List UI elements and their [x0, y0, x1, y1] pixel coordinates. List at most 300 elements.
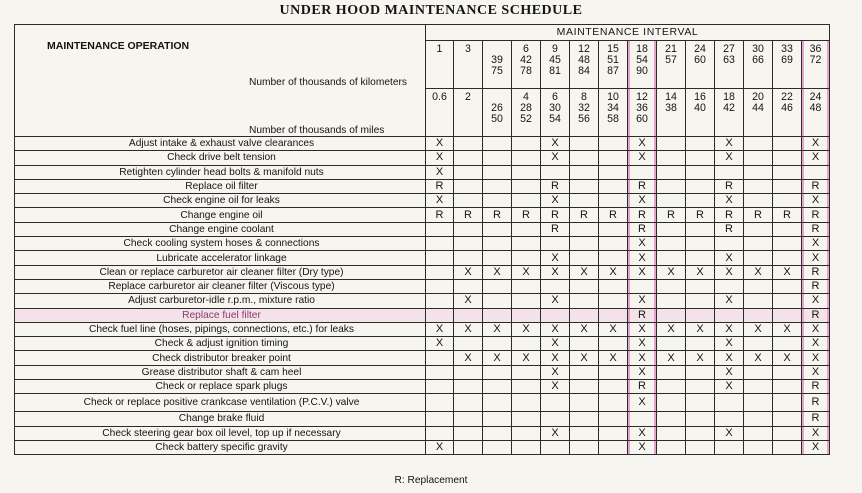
km-value: 12 [578, 43, 590, 55]
mile-value: 14 [665, 91, 677, 103]
interval-mark [599, 426, 628, 440]
interval-mark [686, 251, 715, 265]
interval-mark [599, 194, 628, 208]
interval-mark [744, 194, 773, 208]
operation-header [15, 25, 426, 137]
interval-mark [744, 237, 773, 251]
mile-value: 12 [636, 91, 648, 103]
interval-mark [715, 440, 744, 454]
schedule-row [15, 322, 830, 336]
interval-mark [599, 165, 628, 179]
interval-mark: R [483, 208, 512, 222]
interval-mark: X [715, 265, 744, 279]
schedule-row [15, 426, 830, 440]
interval-mark [454, 365, 483, 379]
interval-mark: X [686, 351, 715, 365]
interval-mark [483, 380, 512, 394]
interval-mark [686, 394, 715, 412]
schedule-row [15, 308, 830, 322]
operation-label: Change engine oil [15, 208, 426, 222]
interval-mark [744, 440, 773, 454]
interval-mark [773, 279, 802, 293]
km-value: 63 [723, 54, 735, 66]
interval-mark [744, 308, 773, 322]
interval-mark [599, 380, 628, 394]
interval-mark [570, 426, 599, 440]
km-interval-cell [426, 41, 454, 89]
operation-label: Check or replace spark plugs [15, 380, 426, 394]
mile-value: 42 [723, 102, 735, 114]
interval-mark [541, 394, 570, 412]
interval-mark: X [628, 137, 657, 151]
interval-mark [686, 365, 715, 379]
interval-mark [512, 194, 541, 208]
interval-mark: R [599, 208, 628, 222]
interval-mark: X [802, 322, 830, 336]
mile-value: 44 [752, 102, 764, 114]
interval-mark [570, 365, 599, 379]
interval-mark: R [541, 208, 570, 222]
interval-mark [512, 151, 541, 165]
interval-mark [686, 337, 715, 351]
interval-mark: X [628, 294, 657, 308]
interval-mark [426, 380, 454, 394]
interval-mark [541, 165, 570, 179]
interval-mark [628, 165, 657, 179]
mile-value: 2 [465, 91, 471, 103]
interval-mark: X [802, 137, 830, 151]
interval-mark: R [657, 208, 686, 222]
interval-mark [426, 279, 454, 293]
interval-mark: X [426, 194, 454, 208]
interval-mark: X [483, 351, 512, 365]
interval-mark [512, 222, 541, 236]
interval-mark [628, 412, 657, 426]
interval-mark [512, 440, 541, 454]
interval-mark [686, 237, 715, 251]
mile-value: 20 [752, 91, 764, 103]
schedule-row [15, 137, 830, 151]
interval-mark [715, 394, 744, 412]
interval-mark: X [628, 237, 657, 251]
interval-mark [773, 151, 802, 165]
mile-value: 58 [607, 113, 619, 125]
km-value: 48 [578, 54, 590, 66]
interval-mark [570, 165, 599, 179]
interval-mark [599, 440, 628, 454]
interval-mark [744, 337, 773, 351]
interval-mark [426, 222, 454, 236]
interval-mark: X [628, 394, 657, 412]
interval-mark: X [599, 322, 628, 336]
schedule-row [15, 440, 830, 454]
interval-mark: X [628, 440, 657, 454]
mile-value: 40 [694, 102, 706, 114]
interval-mark [686, 279, 715, 293]
mile-value: 52 [520, 113, 532, 125]
operation-label: Adjust intake & exhaust valve clearances [15, 137, 426, 151]
interval-mark [686, 194, 715, 208]
interval-mark [570, 380, 599, 394]
interval-mark [454, 394, 483, 412]
km-value: 78 [520, 65, 532, 77]
interval-mark [599, 394, 628, 412]
interval-mark: R [628, 208, 657, 222]
interval-mark: X [454, 265, 483, 279]
interval-mark [773, 251, 802, 265]
schedule-row [15, 222, 830, 236]
interval-mark: X [541, 380, 570, 394]
interval-mark: X [744, 322, 773, 336]
interval-mark [512, 279, 541, 293]
mile-interval-cell [773, 89, 802, 137]
footnote: R: Replacement [394, 475, 468, 486]
interval-mark [483, 237, 512, 251]
interval-mark: R [802, 394, 830, 412]
interval-mark [773, 179, 802, 193]
interval-mark [599, 365, 628, 379]
interval-mark [657, 151, 686, 165]
mile-interval-cell [426, 89, 454, 137]
interval-mark: X [715, 351, 744, 365]
interval-mark: X [715, 294, 744, 308]
km-value: 6 [523, 43, 529, 55]
interval-mark: X [570, 351, 599, 365]
interval-mark [426, 351, 454, 365]
interval-mark [715, 279, 744, 293]
schedule-row [15, 279, 830, 293]
interval-mark [426, 237, 454, 251]
interval-mark [657, 222, 686, 236]
km-interval-cell [512, 41, 541, 89]
interval-mark [483, 165, 512, 179]
interval-mark [454, 337, 483, 351]
interval-mark [686, 222, 715, 236]
interval-mark: R [628, 308, 657, 322]
interval-mark [657, 380, 686, 394]
interval-mark: X [715, 137, 744, 151]
interval-mark: X [802, 426, 830, 440]
interval-mark [715, 237, 744, 251]
interval-mark [628, 279, 657, 293]
interval-mark [570, 440, 599, 454]
interval-mark [454, 426, 483, 440]
interval-mark [599, 251, 628, 265]
km-value: 24 [694, 43, 706, 55]
interval-mark [483, 179, 512, 193]
interval-mark [686, 412, 715, 426]
interval-mark: X [483, 322, 512, 336]
operation-label: Change brake fluid [15, 412, 426, 426]
interval-mark: X [512, 265, 541, 279]
interval-mark [454, 165, 483, 179]
interval-mark [483, 365, 512, 379]
interval-mark [657, 179, 686, 193]
interval-mark [657, 440, 686, 454]
interval-mark [773, 237, 802, 251]
interval-mark: X [628, 251, 657, 265]
interval-mark [483, 279, 512, 293]
mile-value: 38 [665, 102, 677, 114]
interval-mark: R [802, 412, 830, 426]
interval-mark: X [802, 194, 830, 208]
schedule-row [15, 294, 830, 308]
interval-mark [512, 412, 541, 426]
interval-mark [715, 308, 744, 322]
km-value: 39 [491, 54, 503, 66]
interval-mark [483, 251, 512, 265]
interval-mark [512, 365, 541, 379]
operation-label: Check battery specific gravity [15, 440, 426, 454]
interval-mark: X [715, 322, 744, 336]
interval-mark [773, 194, 802, 208]
km-interval-cell [628, 41, 657, 89]
interval-mark [570, 137, 599, 151]
interval-mark: X [773, 351, 802, 365]
interval-mark: X [541, 151, 570, 165]
km-value: 33 [781, 43, 793, 55]
interval-mark: X [599, 351, 628, 365]
interval-mark: R [802, 279, 830, 293]
interval-mark: R [715, 222, 744, 236]
interval-mark [426, 294, 454, 308]
interval-mark [657, 194, 686, 208]
interval-mark [657, 308, 686, 322]
km-value: 66 [752, 54, 764, 66]
interval-mark: X [657, 265, 686, 279]
interval-mark [454, 308, 483, 322]
interval-mark [426, 365, 454, 379]
mile-interval-cell [744, 89, 773, 137]
interval-mark [570, 412, 599, 426]
interval-mark [454, 279, 483, 293]
mile-value: 36 [636, 102, 648, 114]
interval-mark [483, 308, 512, 322]
mile-interval-cell [715, 89, 744, 137]
interval-mark [512, 251, 541, 265]
mile-value: 54 [549, 113, 561, 125]
mile-value: 18 [723, 91, 735, 103]
km-value: 3 [465, 43, 471, 55]
km-value: 42 [520, 54, 532, 66]
operation-label: Clean or replace carburetor air cleaner filter (Dry type) [15, 265, 426, 279]
interval-mark [426, 426, 454, 440]
operation-label: Check fuel line (hoses, pipings, connections, etc.) for leaks [15, 322, 426, 336]
interval-mark [483, 337, 512, 351]
interval-header: MAINTENANCE INTERVAL [426, 25, 830, 41]
mile-interval-cell [483, 89, 512, 137]
mile-value: 0.6 [432, 91, 447, 103]
interval-mark: X [426, 322, 454, 336]
interval-mark: X [715, 251, 744, 265]
interval-mark [744, 165, 773, 179]
mile-interval-cell [599, 89, 628, 137]
interval-mark [773, 365, 802, 379]
interval-mark: X [657, 322, 686, 336]
interval-mark [570, 279, 599, 293]
km-interval-cell [744, 41, 773, 89]
km-interval-cell [715, 41, 744, 89]
interval-mark: X [715, 380, 744, 394]
km-value: 9 [552, 43, 558, 55]
interval-mark [686, 294, 715, 308]
interval-mark: X [628, 322, 657, 336]
interval-mark [570, 222, 599, 236]
interval-mark: X [426, 337, 454, 351]
interval-mark [599, 294, 628, 308]
interval-mark [744, 394, 773, 412]
interval-mark [483, 194, 512, 208]
mile-value: 56 [578, 113, 590, 125]
interval-mark [686, 137, 715, 151]
interval-mark [570, 151, 599, 165]
schedule-row [15, 208, 830, 222]
mile-interval-cell [454, 89, 483, 137]
interval-mark [570, 337, 599, 351]
interval-mark [570, 194, 599, 208]
interval-mark [599, 308, 628, 322]
interval-mark: X [744, 265, 773, 279]
schedule-row [15, 412, 830, 426]
schedule-row [15, 394, 830, 412]
interval-mark: X [802, 337, 830, 351]
interval-mark: X [686, 322, 715, 336]
interval-mark: X [628, 265, 657, 279]
interval-mark [657, 137, 686, 151]
mile-value: 32 [578, 102, 590, 114]
interval-mark: R [628, 179, 657, 193]
schedule-row [15, 380, 830, 394]
interval-mark [657, 237, 686, 251]
km-value: 51 [607, 54, 619, 66]
km-value: 69 [781, 54, 793, 66]
interval-mark: R [744, 208, 773, 222]
interval-mark: R [802, 265, 830, 279]
mile-value: 26 [491, 102, 503, 114]
interval-mark: R [802, 179, 830, 193]
operation-label: Check & adjust ignition timing [15, 337, 426, 351]
mile-label: Number of thousands of miles [249, 125, 385, 136]
interval-mark: X [512, 322, 541, 336]
km-value: 90 [636, 65, 648, 77]
interval-mark [483, 294, 512, 308]
interval-mark: X [628, 194, 657, 208]
interval-mark [512, 137, 541, 151]
interval-mark [744, 179, 773, 193]
interval-mark [454, 194, 483, 208]
schedule-row [15, 151, 830, 165]
interval-mark [686, 440, 715, 454]
interval-mark [570, 394, 599, 412]
mile-interval-cell [628, 89, 657, 137]
maintenance-schedule-table [14, 24, 830, 455]
interval-mark: X [802, 251, 830, 265]
interval-mark [744, 251, 773, 265]
interval-mark [426, 265, 454, 279]
operation-label: Check steering gear box oil level, top up if necessary [15, 426, 426, 440]
interval-mark [512, 294, 541, 308]
interval-mark: X [628, 151, 657, 165]
interval-mark: X [657, 351, 686, 365]
interval-mark: X [454, 351, 483, 365]
interval-mark: R [802, 308, 830, 322]
interval-mark: R [512, 208, 541, 222]
interval-mark [454, 412, 483, 426]
km-value: 75 [491, 65, 503, 77]
mile-interval-cell [686, 89, 715, 137]
interval-mark [657, 337, 686, 351]
schedule-row [15, 265, 830, 279]
interval-mark [426, 308, 454, 322]
mile-interval-cell [657, 89, 686, 137]
interval-mark [483, 426, 512, 440]
interval-mark: X [426, 151, 454, 165]
km-value: 60 [694, 54, 706, 66]
operation-label: Adjust carburetor-idle r.p.m., mixture ratio [15, 294, 426, 308]
km-value: 15 [607, 43, 619, 55]
mile-value: 8 [581, 91, 587, 103]
interval-mark [599, 279, 628, 293]
interval-mark [715, 412, 744, 426]
interval-mark: X [426, 165, 454, 179]
interval-mark [773, 426, 802, 440]
interval-mark: R [715, 208, 744, 222]
interval-mark [802, 165, 830, 179]
interval-mark: R [426, 208, 454, 222]
interval-mark [512, 165, 541, 179]
interval-mark: X [541, 426, 570, 440]
interval-mark [744, 412, 773, 426]
interval-mark: X [773, 265, 802, 279]
interval-mark [483, 137, 512, 151]
operation-label: Check drive belt tension [15, 151, 426, 165]
interval-mark: R [426, 179, 454, 193]
interval-mark [570, 237, 599, 251]
km-value: 1 [436, 43, 443, 55]
mile-value: 4 [523, 91, 529, 103]
km-value: 87 [607, 65, 619, 77]
interval-mark [483, 440, 512, 454]
mile-value: 50 [491, 113, 503, 125]
km-interval-cell [657, 41, 686, 89]
interval-mark [657, 279, 686, 293]
interval-mark [773, 412, 802, 426]
interval-mark [454, 440, 483, 454]
interval-mark: R [628, 222, 657, 236]
schedule-row [15, 194, 830, 208]
interval-mark: X [599, 265, 628, 279]
interval-mark: X [541, 194, 570, 208]
schedule-row [15, 251, 830, 265]
interval-mark [686, 308, 715, 322]
interval-mark [686, 426, 715, 440]
km-value: 57 [665, 54, 677, 66]
interval-mark: X [570, 322, 599, 336]
interval-mark: X [773, 322, 802, 336]
mile-interval-cell [802, 89, 830, 137]
interval-mark [512, 380, 541, 394]
interval-mark [541, 412, 570, 426]
km-interval-cell [454, 41, 483, 89]
interval-mark [657, 426, 686, 440]
interval-mark [483, 394, 512, 412]
interval-mark [657, 294, 686, 308]
interval-mark [570, 179, 599, 193]
mile-value: 34 [607, 102, 619, 114]
interval-mark [512, 308, 541, 322]
schedule-row [15, 237, 830, 251]
interval-mark: X [628, 365, 657, 379]
